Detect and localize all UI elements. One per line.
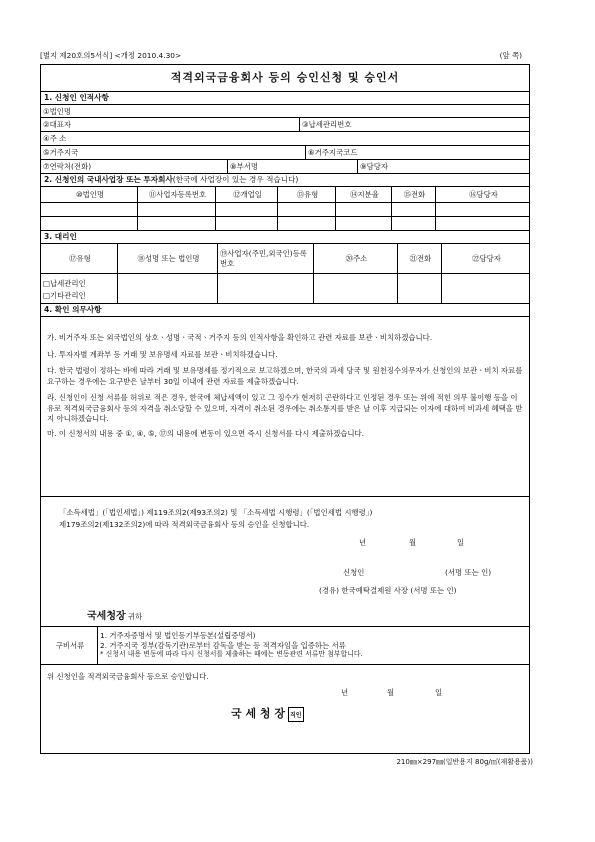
approval-date-year: 년 (341, 688, 349, 697)
address-field[interactable]: ④주 소 (43, 134, 67, 143)
section2-heading (41, 174, 529, 187)
document-item: 2. 거주지국 정부(감독기관)로부터 감독을 받는 등 적격자임을 입증하는 서류 (100, 640, 346, 650)
department-field[interactable]: ⑧부서명 (227, 160, 357, 173)
manager-field[interactable]: ⑨담당자 (357, 160, 529, 173)
obligations-block (41, 317, 529, 497)
page-side-label: (앞 쪽) (499, 51, 522, 60)
obligation-item: 가. 비거주자 또는 외국법인의 상호ㆍ성명ㆍ국적ㆍ거주지 등의 인적사항을 확인하고 관련 자료를 보관ㆍ비치하겠습니다. (47, 333, 433, 342)
col-agent-name: ⑱성명 또는 법인명 (117, 244, 217, 273)
approval-statement: 위 신청인을 적격외국금융회사 등으로 승인합니다. (47, 672, 209, 681)
col-agent-address: ⑳주소 (313, 244, 397, 273)
addressee (87, 607, 142, 622)
corp-name-field[interactable]: ①법인명 (43, 106, 72, 116)
cell-agent-address[interactable] (313, 274, 397, 303)
application-block (41, 497, 529, 627)
row-residence (41, 146, 529, 160)
date-day: 일 (457, 538, 465, 547)
approval-date-day: 일 (435, 688, 443, 697)
section2-data-row (41, 203, 529, 217)
documents-row (41, 627, 529, 665)
form-header (40, 50, 530, 62)
authority-name: 국 세 청 장 (231, 707, 285, 720)
documents-label: 구비서류 (55, 641, 85, 650)
representative-field[interactable]: ②대표자 (43, 120, 72, 129)
obligation-item: 나. 투자자별 계좌부 등 거래 및 보유명세 자료를 보관ㆍ비치하겠습니다. (47, 349, 278, 359)
col-manager: ⑯담당자 (435, 187, 529, 202)
cell-type[interactable] (277, 203, 335, 216)
document-item: 1. 거주자증명서 및 법인등기부등본(설립증명서) (100, 631, 256, 640)
cell-agent-manager[interactable] (441, 274, 529, 303)
col-phone: ⑮전화 (391, 187, 435, 202)
section1-heading: 1. 신청인 인적사항 (41, 92, 529, 105)
cell-open-date[interactable] (215, 217, 277, 230)
applicant-signature[interactable]: (서명 또는 인) (445, 568, 492, 577)
cell-type[interactable] (277, 217, 335, 230)
date-month: 월 (409, 538, 417, 547)
section4-heading: 4. 확인 의무사항 (41, 304, 529, 317)
date-year: 년 (359, 538, 367, 547)
section3-header-row (41, 244, 529, 274)
col-agent-reg-no: ⑲사업자(주민,외국인)등록번호 (217, 244, 313, 273)
cell-manager[interactable] (435, 203, 529, 216)
col-agent-type: ⑰유형 (69, 254, 91, 263)
col-type: ⑬유형 (277, 187, 335, 202)
approval-block (41, 665, 529, 735)
col-business-reg-no: ⑪사업자등록번호 (137, 187, 215, 202)
cell-agent-phone[interactable] (397, 274, 441, 303)
col-corp-name: ⑩법인명 (75, 190, 105, 199)
section3-heading: 3. 대리인 (41, 231, 529, 244)
obligation-item: 다. 한국 법령이 정하는 바에 따라 거래 및 보유명세를 정기적으로 보고하겠으며, 한국의 과세 당국 및 원천징수의무자가 신청인의 보관ㆍ비치 자료를 요구하는 경우에는 요구받은 날부터 30일 이내에 관련 자료를 제출하겠습니다. (47, 366, 523, 386)
cell-share-ratio[interactable] (335, 217, 391, 230)
option-other-admin[interactable]: □기타관리인 (43, 291, 86, 300)
cell-manager[interactable] (435, 217, 529, 230)
addressee-name: 국세청장 (87, 611, 126, 622)
approval-authority (231, 705, 304, 722)
paper-spec-footer: 210㎜×297㎜(일반용지 80g/㎡(재활용품)) (396, 758, 533, 766)
statement-line2: 제179조의2(제132조의2)에 따라 적격외국금융회사 등의 승인을 신청합니다. (59, 520, 310, 529)
via-label: (경유) 한국예탁결제원 사장 (서명 또는 인) (319, 586, 457, 595)
section2-heading-note: (한국에 사업장이 있는 경우 적습니다) (172, 175, 299, 184)
cell-agent-reg-no[interactable] (217, 274, 313, 303)
cell-phone[interactable] (391, 217, 435, 230)
document-note: * 신청서 내용 변동에 따라 다시 신청서를 제출하는 때에는 변동관련 서류만 첨부합니다. (100, 650, 363, 658)
section3-data-row (41, 274, 529, 304)
obligation-item: 라. 신청인이 신청 서류를 허위로 적은 경우, 한국에 체납세액이 있고 그 징수가 현저히 곤란하다고 인정된 경우 또는 위에 적힌 의무 불이행 등을 이유로 적격외국금융회사 등의 자격을 취소당할 수 있으며, 자격이 취소된 경우에는 취소통지를 받은 날 이후 지급되는 이자에 대하여 비과세 혜택을 받지 아니하겠습니다. (47, 393, 523, 423)
col-share-ratio: ⑭지분율 (335, 187, 391, 202)
cell-corp-name[interactable] (41, 203, 137, 216)
obligation-list (47, 333, 523, 439)
form-title: 적격외국금융회사 등의 승인신청 및 승인서 (41, 65, 529, 92)
agent-type-options (41, 274, 117, 303)
documents-list (97, 627, 529, 664)
residence-country-field[interactable]: ⑤거주지국 (43, 148, 79, 157)
obligation-item: 마. 이 신청서의 내용 중 ①, ④, ⑤, ⑰의 내용에 변동이 있으면 즉시 신청서를 다시 제출하겠습니다. (47, 428, 364, 438)
cell-open-date[interactable] (215, 203, 277, 216)
statement-line1: 「소득세법」(「법인세법」) 제119조의2(제93조의2) 및 「소득세법 시행령」(「법인세법 시행령」) (59, 508, 373, 517)
section2-heading-text: 2. 신청인의 국내사업장 또는 투자회사 (44, 175, 173, 184)
applicant-label: 신청인 (343, 568, 365, 577)
official-seal-icon: 직인 (288, 707, 304, 722)
form-reference: [별지 제20호의5서식] <개정 2010.4.30> (40, 51, 182, 60)
col-agent-manager: ㉒담당자 (441, 244, 529, 273)
col-open-date: ⑫개업일 (215, 187, 277, 202)
row-address (41, 132, 529, 146)
cell-corp-name[interactable] (41, 217, 137, 230)
col-agent-phone: ㉑전화 (397, 244, 441, 273)
cell-business-reg-no[interactable] (137, 203, 215, 216)
cell-agent-name[interactable] (117, 274, 217, 303)
section2-data-row (41, 217, 529, 231)
contact-field[interactable]: ⑦연락처(전화) (43, 162, 92, 171)
row-corp-name (41, 105, 529, 118)
cell-business-reg-no[interactable] (137, 217, 215, 230)
section2-header-row (41, 187, 529, 203)
approval-date-month: 월 (387, 688, 395, 697)
form-frame (40, 64, 530, 754)
row-contact (41, 160, 529, 174)
row-representative (41, 118, 529, 132)
tax-admin-no-field[interactable]: ③납세관리번호 (299, 118, 529, 131)
cell-phone[interactable] (391, 203, 435, 216)
option-tax-admin[interactable]: □납세관리인 (43, 279, 86, 288)
addressee-suffix: 귀하 (128, 612, 143, 621)
cell-share-ratio[interactable] (335, 203, 391, 216)
residence-code-field[interactable]: ⑥거주지국코드 (305, 146, 529, 159)
